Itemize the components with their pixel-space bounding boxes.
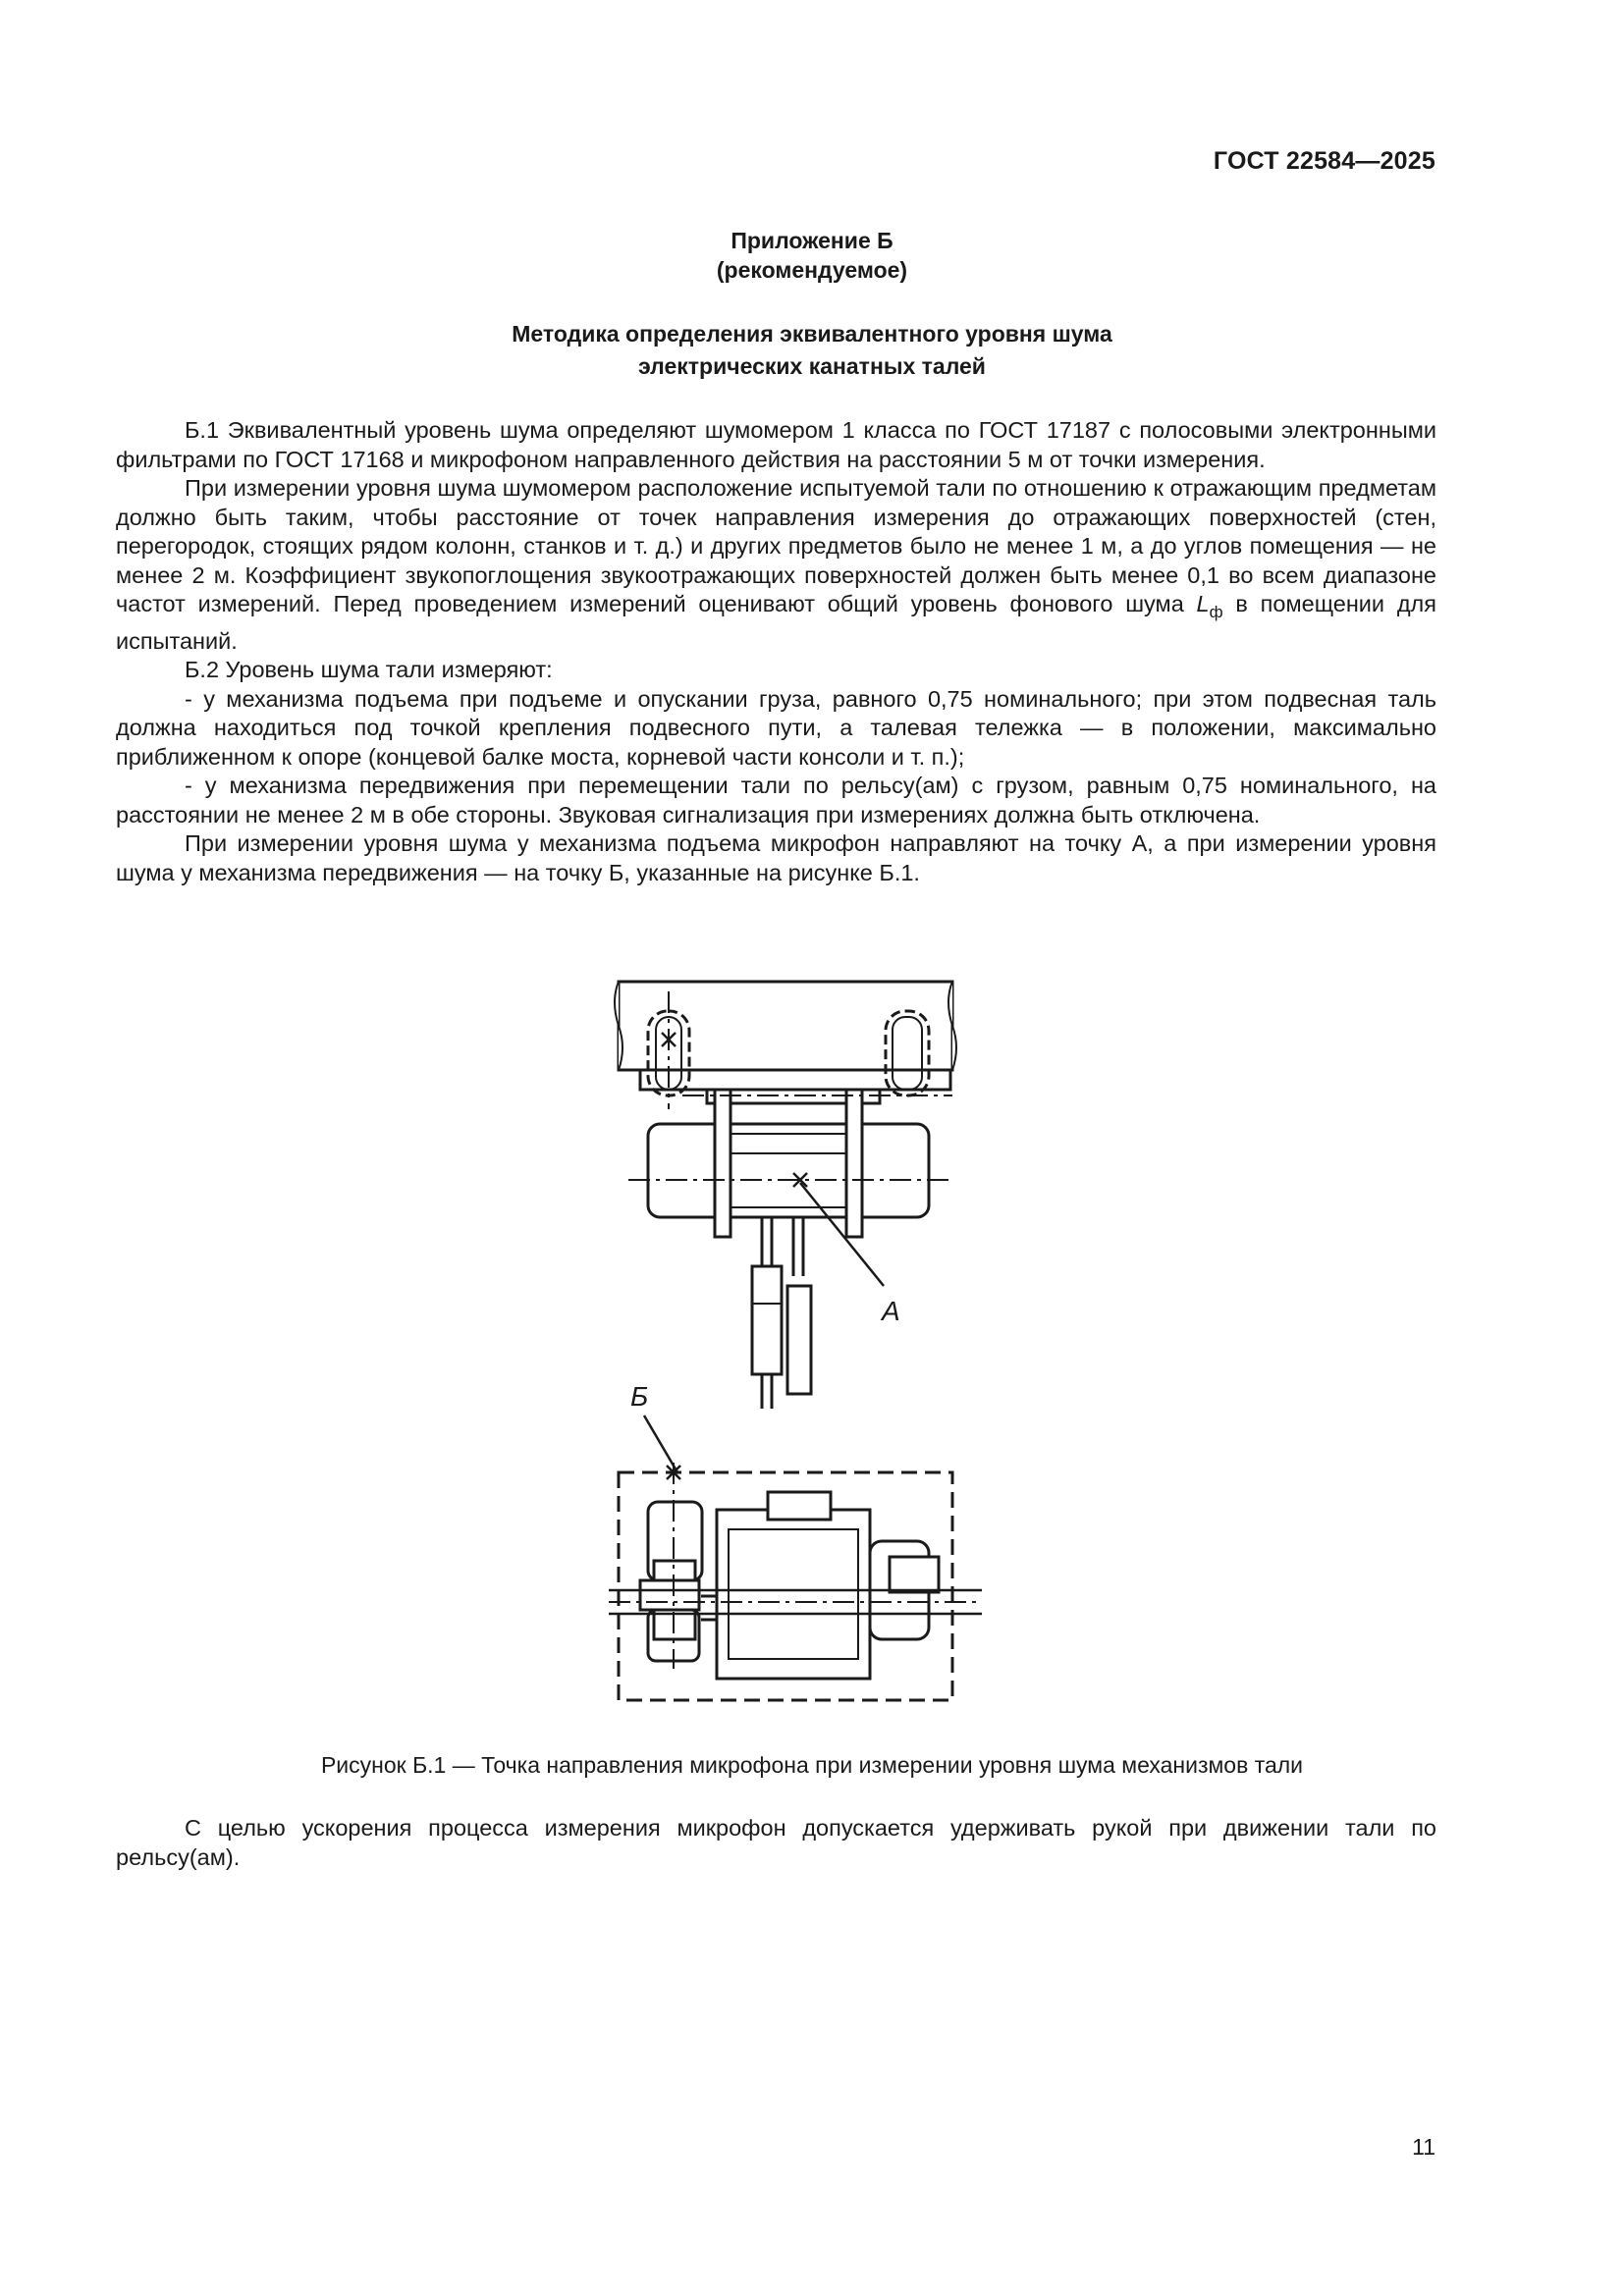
side-plate-left — [715, 1090, 731, 1237]
page-number: 11 — [1412, 2134, 1435, 2160]
paragraph-conditions-tail: в помещении для испытаний. — [116, 591, 1436, 654]
after-figure-text — [116, 1813, 1436, 1872]
hook-block-right — [787, 1286, 811, 1394]
background-noise-subscript: ф — [1209, 603, 1223, 621]
annex-title: Приложение Б — [731, 228, 893, 253]
document-id: ГОСТ 22584—2025 — [1213, 147, 1435, 175]
hoist-drum — [648, 1124, 929, 1217]
paragraph-conditions-text: При измерении уровня шума шумомером расположение испытуемой тали по отношению к отражающим предметам должно быть таким, чтобы расстояние от точек направления измерения до отражающих поверхностей (стен, перегородок, стоящих рядом колонн, станков и т. д.) и других предметов было не менее 1 м, а до углов помещения — не менее 2 м. Коэффициент звукопоглощения звукоотражающих поверхностей должен быть менее 0,1 во всем диапазоне частот измерений. Перед проведением измерений оценивают общий уровень фонового шума — [116, 475, 1436, 616]
paragraph-microphone: При измерении уровня шума у механизма подъема микрофон направляют на точку А, а при измерении уровня шума у механизма передвижения — на точку Б, указанные на рисунке Б.1. — [116, 830, 1436, 885]
annex-heading-line2: электрических канатных талей — [638, 353, 986, 379]
list-item-lifting: - у механизма подъема при подъеме и опускании груза, равного 0,75 номинального; при этом подвесная таль должна находиться под точкой крепления подвесного пути, а талевая тележка — в положении, максимально приближенном к опоре (концевой балке моста, корневой части консоли и т. п.); — [116, 685, 1436, 770]
paragraph-b1: Б.1 Эквивалентный уровень шума определяют шумомером 1 класса по ГОСТ 17187 с полосовыми электронными фильтрами по ГОСТ 17168 и микрофоном направленного действия на расстоянии 5 м от точки измерения. — [116, 417, 1436, 472]
figure-caption: Рисунок Б.1 — Точка направления микрофона при измерении уровня шума механизмов тали — [320, 1752, 1304, 1778]
list-item-travel: - у механизма передвижения при перемещении тали по рельсу(ам) с грузом, равным 0,75 номинального, на расстоянии не менее 2 м в обе стороны. Звуковая сигнализация при измерениях должна быть отключена. — [116, 773, 1436, 828]
point-a-label: А — [882, 1296, 900, 1326]
paragraph-conditions — [116, 474, 1436, 656]
point-b-label: Б — [630, 1381, 649, 1412]
background-noise-symbol: L — [1196, 591, 1210, 616]
body-text — [116, 416, 1436, 887]
paragraph-b2: Б.2 Уровень шума тали измеряют: — [185, 657, 553, 682]
annex-heading-line1: Методика определения эквивалентного уровня шума — [512, 321, 1112, 347]
side-plate-right — [846, 1090, 862, 1237]
hook-block-left — [752, 1266, 782, 1374]
paragraph-after-figure: С целью ускорения процесса измерения микрофон допускается удерживать рукой при движении тали по рельсу(ам). — [116, 1815, 1436, 1870]
hoist-figure — [589, 972, 1001, 1708]
annex-status: (рекомендуемое) — [716, 257, 908, 283]
